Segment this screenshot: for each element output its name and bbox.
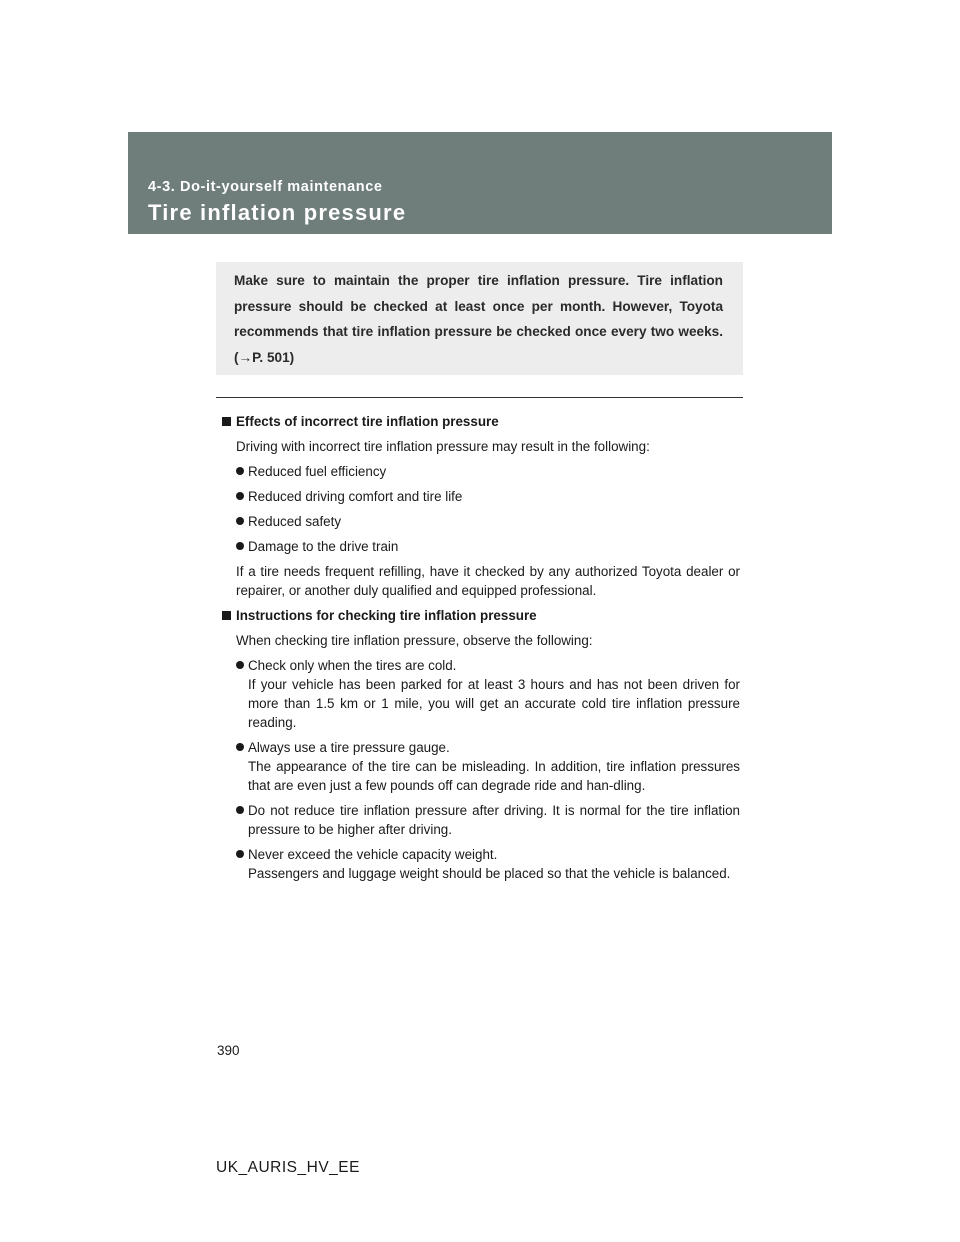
round-bullet-icon [236,806,244,814]
list-item: Reduced fuel efficiency [222,462,740,481]
divider [216,397,743,398]
list-item: Always use a tire pressure gauge. The appearance of the tire can be misleading. In addition, tire inflation pressures that are even just a few pounds off can degrade ride and han-dling. [222,738,740,795]
section-label: 4-3. Do-it-yourself maintenance [148,179,383,195]
list-item: Do not reduce tire inflation pressure after driving. It is normal for the tire inflation pressure to be higher after driving. [222,801,740,839]
document-code: UK_AURIS_HV_EE [216,1159,360,1176]
section-heading-effects: Effects of incorrect tire inflation pressure [222,412,740,431]
round-bullet-icon [236,542,244,550]
page-title: Tire inflation pressure [148,200,407,225]
section-heading-instructions: Instructions for checking tire inflation pressure [222,606,740,625]
round-bullet-icon [236,492,244,500]
intro-box [216,262,743,375]
square-bullet-icon [222,611,231,620]
list-item: Damage to the drive train [222,537,740,556]
list-item: Reduced safety [222,512,740,531]
round-bullet-icon [236,661,244,669]
intro-text: Make sure to maintain the proper tire inflation pressure. Tire inflation pressure should be checked at least once per month. However, Toyota recommends that tire inflation pressure be checked once every two weeks. (→P. 501) [234,273,723,365]
content [222,412,740,889]
round-bullet-icon [236,850,244,858]
list-item: Check only when the tires are cold. If your vehicle has been parked for at least 3 hours and has not been driven for more than 1.5 km or 1 mile, you will get an accurate cold tire inflation pressure reading. [222,656,740,732]
round-bullet-icon [236,743,244,751]
square-bullet-icon [222,417,231,426]
round-bullet-icon [236,467,244,475]
round-bullet-icon [236,517,244,525]
section-closing: If a tire needs frequent refilling, have it checked by any authorized Toyota dealer or repairer, or another duly qualified and equipped professional. [236,564,740,598]
list-item: Reduced driving comfort and tire life [222,487,740,506]
page-number: 390 [217,1043,240,1058]
section-lead: Driving with incorrect tire inflation pressure may result in the following: [236,439,650,454]
list-item: Never exceed the vehicle capacity weight. Passengers and luggage weight should be placed so that the vehicle is balanced. [222,845,740,883]
page-header [128,132,832,234]
section-lead: When checking tire inflation pressure, observe the following: [236,633,593,648]
